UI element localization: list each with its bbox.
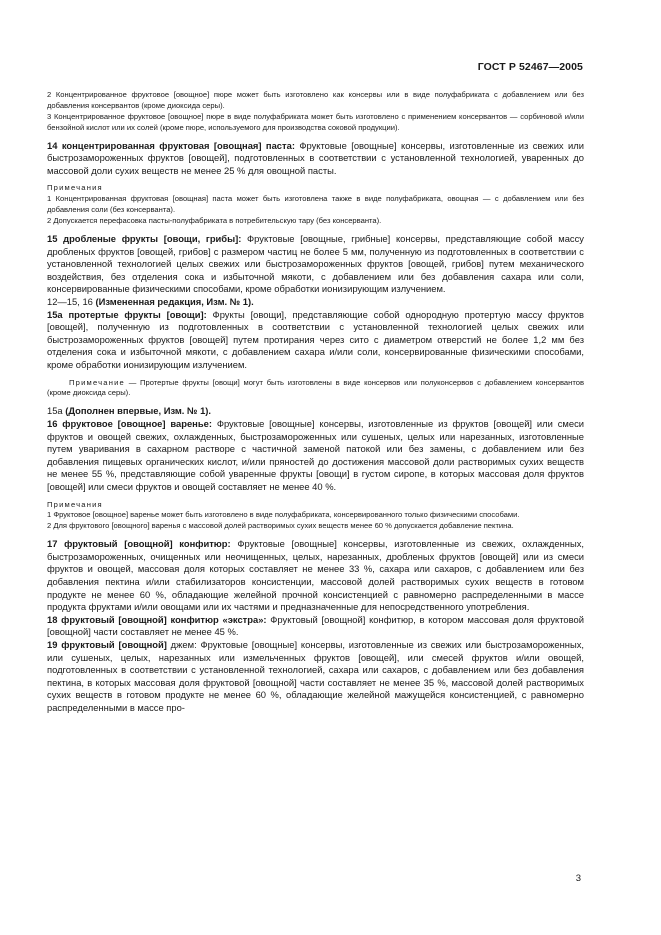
term-title: 15а протертые фрукты [овощи]: <box>47 308 207 320</box>
term-title: 14 концентрированная фруктовая [овощная] паста: <box>47 139 295 151</box>
term-prefix: 12—15, 16 <box>47 296 96 307</box>
document-header-id: ГОСТ Р 52467—2005 <box>477 61 583 73</box>
note-text: — Протертые фрукты [овощи] могут быть изготовлены в виде консервов или полуконсервов с добавлением консервантов (кроме диоксида серы). <box>47 377 584 398</box>
term-definition <box>47 140 584 178</box>
term-text: Фруктовые [овощные] консервы, изготовленные из фруктов [овощей] или смеси фруктов и овощей свежих, охлажденных, быстрозамороженных или сушеных, целых или нарезанных, изготовленные путем уваривания в сахарном растворе с частичной заменой патокой или без замены, с добавлением или без добавления пищевых органических кислот, и/или пряностей до достижения массовой доли растворимых сухих веществ не менее 55 %, представляющие собой уваренные фрукты [овощи] в густом сиропе, в которых массовая доля фруктов [овощей] или смеси фруктов и овощей составляет не менее 40 %. <box>47 417 585 492</box>
term-definition <box>47 614 584 639</box>
term-text: Фруктовый [овощной] конфитюр, в котором массовая доля фруктовой [овощной] части составляет не менее 45 %. <box>47 613 584 638</box>
term-definition <box>47 639 584 715</box>
term-definition <box>47 233 584 296</box>
term-definition <box>47 418 584 494</box>
term-title: 15 дробленые фрукты [овощи, грибы]: <box>47 233 242 245</box>
term-definition <box>47 405 584 418</box>
term-text: Фруктовые [овощные] консервы, изготовленные из свежих или быстрозамороженных фруктов [овощей], подготовленных в соответствии с установленной технологией, уваренных до массовой доли сухих веществ не менее 25 % для овощной пасты. <box>47 139 584 176</box>
term-definition <box>47 296 584 309</box>
notes-heading: Примечания <box>47 499 103 509</box>
term-text: Фруктовые [овощные, грибные] консервы, представляющие собой массу дробленых фруктов [овощей, грибов] с размером частиц не более 5 мм, полученную из подготовленных в соответствии с установленной технологией целых свежих или быстрозамороженных фруктов [овощей, грибов] путем механического воздействия, без отделения сока и избыточной мякоти, с добавлением или без добавления сахара или соли, консервированные физическими способами, кроме обработки ионизирующим излучением. <box>47 233 584 295</box>
amendment-note: (Дополнен впервые, Изм. № 1). <box>65 405 212 417</box>
note-item: 1 Концентрированная фруктовая [овощная] паста может быть изготовлена также в виде полуфабриката, овощная — с добавлением или без добавления соли (без консерванта). <box>47 194 584 215</box>
term-text: джем: Фруктовые [овощные] консервы, изготовленные из свежих или быстрозамороженных, или сушеных, целых, нарезанных или измельченных фруктов [овощей], или смесей фруктов и/или овощей, подготовленных в соответствии с установленной технологией, сахара или сахаров, с добавлением или без добавления пектина, в которых массовая доля фруктовой [овощной] части составляет не менее 35 %, массовой долей растворимых сухих веществ в готовом продукте не менее 60 %, обладающие желейной мажущейся консистенцией, с равномерно распределенными в массе про- <box>47 639 584 713</box>
page-number: 3 <box>575 873 581 884</box>
document-body <box>47 90 584 715</box>
term-title: 18 фруктовый [овощной] конфитюр «экстра»: <box>47 613 267 625</box>
notes-heading: Примечания <box>47 183 103 193</box>
inline-note <box>47 378 584 400</box>
term-title: 19 фруктовый [овощной] <box>47 639 167 650</box>
term-title: 16 фруктовое [овощное] варенье: <box>47 417 212 429</box>
term-text: Фрукты [овощи], представляющие собой однородную протертую массу фруктов [овощей], полученную из подготовленных в соответствии с установленной технологией целых свежих или быстрозамороженных фруктов [овощей] путем протирания через сито с диаметром отверстий не более 1,2 мм без отделения сока и избыточной мякоти, с добавлением сахара и/или соли, консервированные физическими способами, кроме обработки ионизирующим излучением. <box>47 308 584 370</box>
note-item: 1 Фруктовое [овощное] варенье может быть изготовлено в виде полуфабриката, консервированного только физическими способами. <box>47 510 520 520</box>
amendment-note: (Измененная редакция, Изм. № 1). <box>95 296 254 307</box>
note-item: 2 Для фруктового [овощного] варенья с массовой долей растворимых сухих веществ менее 60 % допускается добавление пектина. <box>47 521 514 531</box>
note-item: 2 Концентрированное фруктовое [овощное] пюре может быть изготовлено как консервы или в виде полуфабриката с добавлением или без добавления консервантов (кроме диоксида серы). <box>47 90 584 110</box>
note-label: Примечание <box>69 377 125 387</box>
term-definition <box>47 309 584 372</box>
term-title: 17 фруктовый [овощной] конфитюр: <box>47 538 231 550</box>
note-item: 2 Допускается перефасовка пасты-полуфабриката в потребительскую тару (без консерванта). <box>47 216 382 226</box>
term-text: Фруктовые [овощные] консервы, изготовленные из свежих, охлажденных, быстрозамороженных, очищенных или неочищенных, целых, нарезанных, дробленых фруктов [овощей] или из смеси фруктов и овощей, массовая доля которых составляет не менее 33 %, сахара или сахаров, с добавлением или без добавления пектина и/или стабилизаторов консистенции, массовой долей растворимых сухих веществ в готовом продукте не менее 60 %, обладающие желейной прочной консистенцией с равномерно распределенными в массе продукта фруктами и/или овощами или их частями и предназначенные для непосредственного употребления. <box>47 538 584 613</box>
term-definition <box>47 538 584 614</box>
term-prefix: 15а <box>47 405 66 417</box>
note-item: 3 Концентрированное фруктовое [овощное] пюре в виде полуфабриката может быть изготовлено с применением консервантов — сорбиновой и/или бензойной кислот или их солей (кроме пюре, используемого для производства соковой продукции). <box>47 111 584 132</box>
